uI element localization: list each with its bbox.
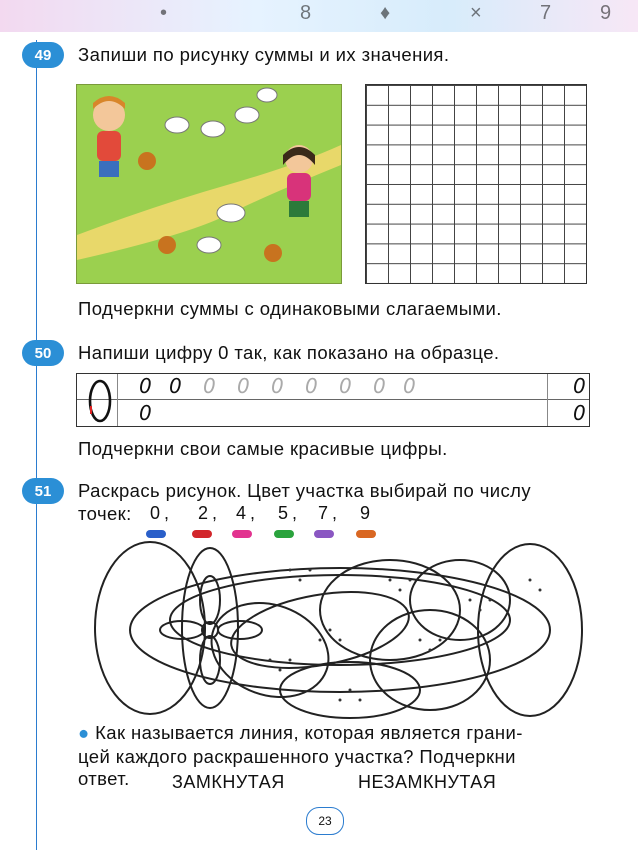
digit-trace: 0 — [271, 374, 284, 398]
legend-separator: , — [332, 503, 338, 523]
color-swatch-pink — [232, 530, 252, 538]
guide-line — [77, 399, 589, 400]
farm-illustration — [76, 84, 342, 284]
digit-sample: 0 — [169, 374, 182, 398]
digit-sample: 0 — [139, 374, 152, 398]
answer-grid[interactable] — [365, 84, 587, 284]
answer-option-closed[interactable]: ЗАМКНУТАЯ — [172, 772, 285, 792]
guide-line — [117, 374, 118, 426]
copybook-lines[interactable] — [76, 373, 590, 427]
task-51-instruction-cont: точек: — [78, 503, 132, 524]
digit-trace: 0 — [203, 374, 216, 398]
task-50-instruction: Напиши цифру 0 так, как показано на образце. — [78, 342, 500, 363]
decor-glyph: × — [470, 2, 482, 24]
sample-zero-icon — [85, 378, 115, 424]
decor-glyph: • — [160, 2, 168, 24]
decor-glyph: 8 — [300, 2, 312, 24]
legend-separator: , — [212, 503, 218, 523]
question-text: Как называется линия, которая является грани- — [95, 722, 523, 743]
task-number-badge: 50 — [22, 340, 64, 366]
color-swatch-blue — [146, 530, 166, 538]
header-decoration — [0, 0, 638, 32]
decor-glyph: 9 — [600, 2, 612, 24]
color-swatch-green — [274, 530, 294, 538]
girl-icon — [283, 145, 315, 217]
color-swatch-purple — [314, 530, 334, 538]
margin-line — [36, 40, 37, 850]
digit-trace: 0 — [373, 374, 386, 398]
task-51-instruction: Раскрась рисунок. Цвет участка выбирай по числу — [78, 480, 532, 501]
decor-glyph: 7 — [540, 2, 552, 24]
task-49-underline-instruction: Подчеркни суммы с одинаковыми слагаемыми. — [78, 298, 502, 319]
legend-count: 9 — [360, 503, 371, 523]
boy-icon — [93, 96, 125, 177]
color-swatch-red — [192, 530, 212, 538]
color-swatch-orange — [356, 530, 376, 538]
legend-count: 2 — [198, 503, 209, 523]
legend-count: 7 — [318, 503, 329, 523]
guide-line — [547, 374, 548, 426]
legend-separator: , — [292, 503, 298, 523]
answer-option-open[interactable]: НЕЗАМКНУТАЯ — [358, 772, 497, 792]
question-line-1 — [78, 722, 523, 744]
page-number: 23 — [306, 807, 344, 835]
decor-glyph: ♦ — [380, 2, 391, 24]
coloring-figure[interactable] — [90, 540, 590, 720]
task-number-badge: 51 — [22, 478, 64, 504]
legend-count: 5 — [278, 503, 289, 523]
legend-separator: , — [164, 503, 170, 523]
question-line-2: цей каждого раскрашенного участка? Подчеркни — [78, 746, 516, 767]
digit-trace: 0 — [237, 374, 250, 398]
question-line-3: ответ. — [78, 768, 130, 789]
digit-sample: 0 — [139, 401, 152, 425]
digit-sample: 0 — [573, 374, 586, 398]
digit-trace: 0 — [339, 374, 352, 398]
digit-trace: 0 — [403, 374, 416, 398]
farm-scene — [77, 85, 341, 283]
legend-count: 0 — [150, 503, 161, 523]
task-50-underline-instruction: Подчеркни свои самые красивые цифры. — [78, 438, 448, 459]
legend-count: 4 — [236, 503, 247, 523]
legend-separator: , — [250, 503, 256, 523]
task-49-instruction: Запиши по рисунку суммы и их значения. — [78, 44, 450, 65]
digit-trace: 0 — [305, 374, 318, 398]
task-number-badge: 49 — [22, 42, 64, 68]
bullet-icon: ● — [78, 722, 96, 743]
digit-sample: 0 — [573, 401, 586, 425]
